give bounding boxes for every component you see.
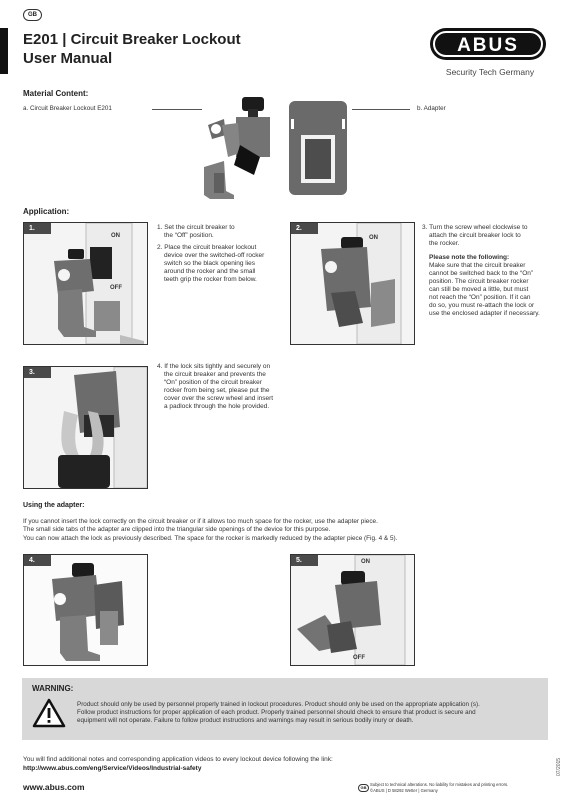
step2-label: 2. bbox=[291, 223, 318, 234]
site-url[interactable]: www.abus.com bbox=[23, 782, 85, 792]
abus-logo bbox=[428, 24, 548, 64]
note-heading: Please note the following: bbox=[429, 254, 510, 261]
material-item-b: b. Adapter bbox=[417, 105, 446, 112]
leader-line-b bbox=[352, 109, 410, 110]
warning-box bbox=[22, 678, 548, 740]
adapter-image bbox=[287, 99, 349, 197]
step2-text: 2. Place the circuit breaker lockout device over the switched-off rocker switch so the black opening lies around the rocker and the small teeth grip the rocker from below. bbox=[157, 244, 265, 283]
fig5-label: 5. bbox=[291, 555, 318, 566]
step3-illustration bbox=[24, 367, 147, 488]
warning-heading: WARNING: bbox=[32, 684, 74, 693]
application-heading: Application: bbox=[23, 207, 70, 216]
step1-illustration bbox=[24, 223, 147, 344]
sidebar-bar bbox=[0, 28, 8, 74]
leader-line-a bbox=[152, 109, 202, 110]
svg-text:ON: ON bbox=[361, 559, 370, 565]
step2-photo bbox=[290, 222, 415, 345]
logo-text: ABUS bbox=[457, 35, 519, 56]
title-line2: User Manual bbox=[23, 50, 113, 67]
footer-note: You will find additional notes and corresponding application videos to every lockout device following the link: bbox=[23, 756, 333, 763]
footer-lang-badge: GB bbox=[358, 784, 369, 792]
material-heading: Material Content: bbox=[23, 89, 89, 98]
step1-text: 1. Set the circuit breaker to the “Off” position. bbox=[157, 224, 235, 239]
date-code: 07/2015 bbox=[556, 757, 562, 776]
step1-label: 1. bbox=[24, 223, 51, 234]
language-badge: GB bbox=[23, 9, 42, 21]
step3-label: 3. bbox=[24, 367, 51, 378]
adapter-paragraph: If you cannot insert the lock correctly on the circuit breaker or if it allows too much space for the rocker, use the adapter piece. The small side tabs of the adapter are clipped into the triangular side openings of the device for this purpose. You can now attach the lock as previously described. The space for the rocker is markedly reduced by the adapter piece (Fig. 4 & 5). bbox=[23, 518, 398, 542]
step3-photo bbox=[23, 366, 148, 489]
page-title bbox=[23, 30, 241, 68]
adapter-heading: Using the adapter: bbox=[23, 502, 85, 509]
step3-text: 3. Turn the screw wheel clockwise to attach the circuit breaker lock to the rocker. bbox=[422, 224, 528, 247]
warning-text: Product should only be used by personnel properly trained in lockout procedures. Product should only be used on the appropriate application (s). Follow product instructions for proper application of each product. Properly trained personnel should check to ensure that product is secure and equipment will not operate. Failure to follow product instructions and warnings may result in serious bodily inury or death. bbox=[77, 701, 480, 724]
fig4-photo bbox=[23, 554, 148, 666]
fig5-illustration bbox=[291, 555, 414, 665]
svg-text:ON: ON bbox=[369, 235, 378, 241]
svg-text:ON: ON bbox=[111, 233, 120, 239]
svg-text:OFF: OFF bbox=[353, 655, 365, 661]
video-link[interactable]: http://www.abus.com/eng/Service/Videos/Industrial-safety bbox=[23, 765, 202, 772]
svg-text:OFF: OFF bbox=[110, 285, 122, 291]
fig4-label: 4. bbox=[24, 555, 51, 566]
tagline: Security Tech Germany bbox=[445, 67, 535, 77]
fig4-illustration bbox=[24, 555, 147, 665]
warning-icon bbox=[32, 698, 66, 728]
step2-illustration bbox=[291, 223, 414, 344]
material-item-a: a. Circuit Breaker Lockout E201 bbox=[23, 105, 112, 112]
footer-disclaimer: Subject to technical alterations. No liability for mistakes and printing errors. ©ABUS | D 58292 Wetter | Germany bbox=[370, 782, 509, 793]
note-block: Please note the following: Make sure that the circuit breaker cannot be switched back to the “On” position. The circuit breaker rocker can still be moved a little, but must not reach the “On” position. If it can do so, you must re-attach the lock or use the enclosed adapter if necessary. bbox=[429, 254, 540, 317]
lockout-device-image bbox=[200, 95, 280, 200]
fig5-photo bbox=[290, 554, 415, 666]
step4-text: 4. If the lock sits tightly and securely on the circuit breaker and prevents the “On” position of the circuit breaker rocker from being set, please put the cover over the screw wheel and insert a padlock through the hole provided. bbox=[157, 363, 274, 410]
step1-photo bbox=[23, 222, 148, 345]
title-line1: E201 | Circuit Breaker Lockout bbox=[23, 31, 241, 48]
